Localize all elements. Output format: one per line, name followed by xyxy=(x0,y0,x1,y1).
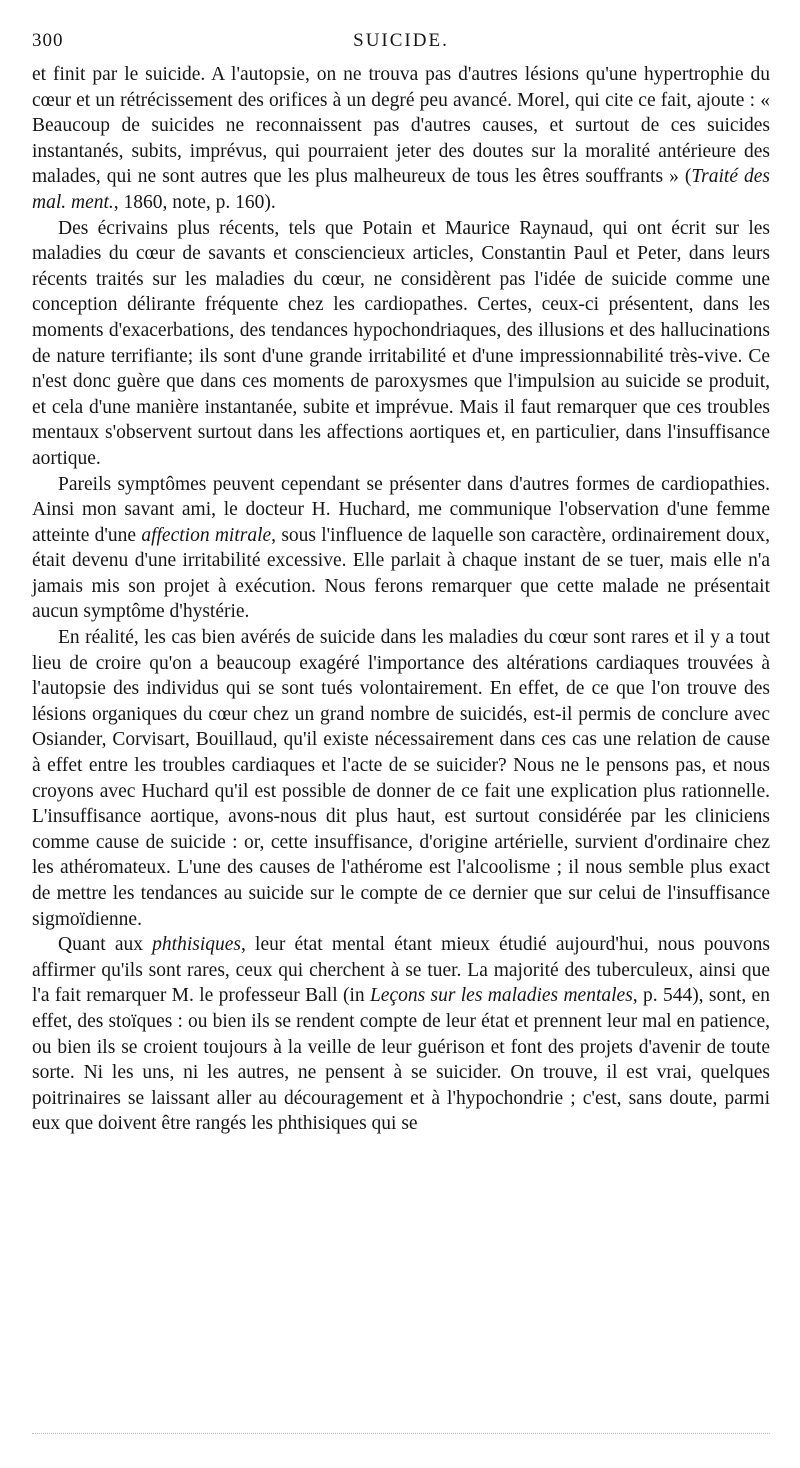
paragraph-5-italic-term: phthisiques xyxy=(152,934,241,956)
paragraph-5 xyxy=(32,932,770,1137)
paragraph-2: Des écrivains plus récents, tels que Potain et Maurice Raynaud, qui ont écrit sur les maladies du cœur de savants et consciencieux articles, Constantin Paul et Peter, dans leurs récents traités sur les maladies du cœur, ne considèrent pas l'idée de suicide comme une conception délirante fréquente chez les cardiopathes. Certes, ceux-ci présentent, dans les moments d'exacerbations, des tendances hypochondriaques, des illusions et des hallucinations de nature terrifiante; ils sont d'une grande irritabilité et d'une impressionnabilité très-vive. Ce n'est donc guère que dans ces moments de paroxysmes que l'impulsion au suicide se produit, et cela d'une manière instantanée, subite et imprévue. Mais il faut remarquer que ces troubles mentaux s'observent surtout dans les affections aortiques et, en particulier, dans l'insuffisance aortique. xyxy=(32,217,770,469)
paragraph-5-text-end: , p. 544), sont, en effet, des stoïques : ou bien ils se rendent compte de leur état et prennent leur mal en patience, ou bien ils se croient toujours à la veille de leur guérison et font des projets d'avenir de toute sorte. Ni les uns, ni les autres, ne pensent à se suicider. On trouve, il est vrai, quelques poitrinaires se laissant aller au découragement et à l'hypochondrie ; c'est, sans doute, parmi eux que doivent être rangés les phthisiques qui se xyxy=(32,985,770,1135)
page-header xyxy=(32,30,770,56)
paragraph-3-text-end: , sous l'influence de laquelle son caractère, ordinairement doux, était devenu d'une irritabilité excessive. Elle parlait à chaque instant de se tuer, mais elle n'a jamais mis son projet à exécution. Nous ferons remarquer que cette malade ne présentait aucun symptôme d'hystérie. xyxy=(32,524,770,623)
paragraph-3-italic: affection mitrale xyxy=(141,524,272,546)
paragraph-1 xyxy=(32,62,770,216)
paragraph-5-text: Quant aux xyxy=(58,934,153,956)
paragraph-3-text: Pareils symptômes peuvent cependant se présenter dans d'autres formes de cardiopathies. Ainsi mon savant ami, le docteur H. Huchard, me communique l'observation d'une femme atteinte d'une xyxy=(32,473,770,546)
page-number: 300 xyxy=(32,30,64,51)
running-head: SUICIDE. xyxy=(353,30,449,51)
paragraph-4: En réalité, les cas bien avérés de suicide dans les maladies du cœur sont rares et il y a tout lieu de croire qu'on a beaucoup exagéré l'importance des altérations cardiaques trouvées à l'autopsie des individus qui se sont tués volontairement. En effet, de ce que l'on trouve des lésions organiques du cœur chez un grand nombre de suicidés, est-il permis de conclure avec Osiander, Corvisart, Bouillaud, qu'il existe nécessairement dans ces cas une relation de cause à effet entre les troubles cardiaques et l'acte de se suicider? Nous ne le pensons pas, et nous croyons avec Huchard qu'il est possible de donner de ce fait une explication plus rationnelle. L'insuffisance aortique, avons-nous dit plus haut, est surtout considérée par les cliniciens comme cause de suicide : or, cette insuffisance, d'origine artérielle, survient d'ordinaire chez les athéromateux. L'une des causes de l'athérome est l'alcoolisme ; il nous semble plus exact de mettre les tendances au suicide sur le compte de ce dernier que sur celui de l'insuffisance sigmoïdienne. xyxy=(32,627,770,930)
paragraph-3 xyxy=(32,472,770,626)
paragraph-1-citation-italic: Traité des mal. ment. xyxy=(32,166,771,213)
paragraph-5-text-mid: , leur état mental étant mieux étudié aujourd'hui, nous pouvons affirmer qu'ils sont rares, ceux qui cherchent à se tuer. La majorité des tuberculeux, ainsi que l'a fait remarquer M. le professeur Ball (in xyxy=(32,934,771,1007)
paragraph-1-text: et finit par le suicide. A l'autopsie, on ne trouva pas d'autres lésions qu'une hypertrophie du cœur et un rétrécissement des orifices à un degré peu avancé. Morel, qui cite ce fait, ajoute : « Beaucoup de suicides ne reconnaissent pas d'autres causes, et surtout de ces suicides instantanés, subits, imprévus, qui pourraient jeter des doutes sur la moralité antérieure des malades, qui ne sont autres que les plus malheureux de tous les êtres souffrants » ( xyxy=(32,64,770,188)
paragraph-1-text-end: , 1860, note, p. 160). xyxy=(113,191,276,213)
paragraph-5-citation-italic: Leçons sur les maladies mentales xyxy=(369,985,633,1007)
page-bottom-rule xyxy=(32,1433,770,1434)
body-text xyxy=(32,62,770,1137)
